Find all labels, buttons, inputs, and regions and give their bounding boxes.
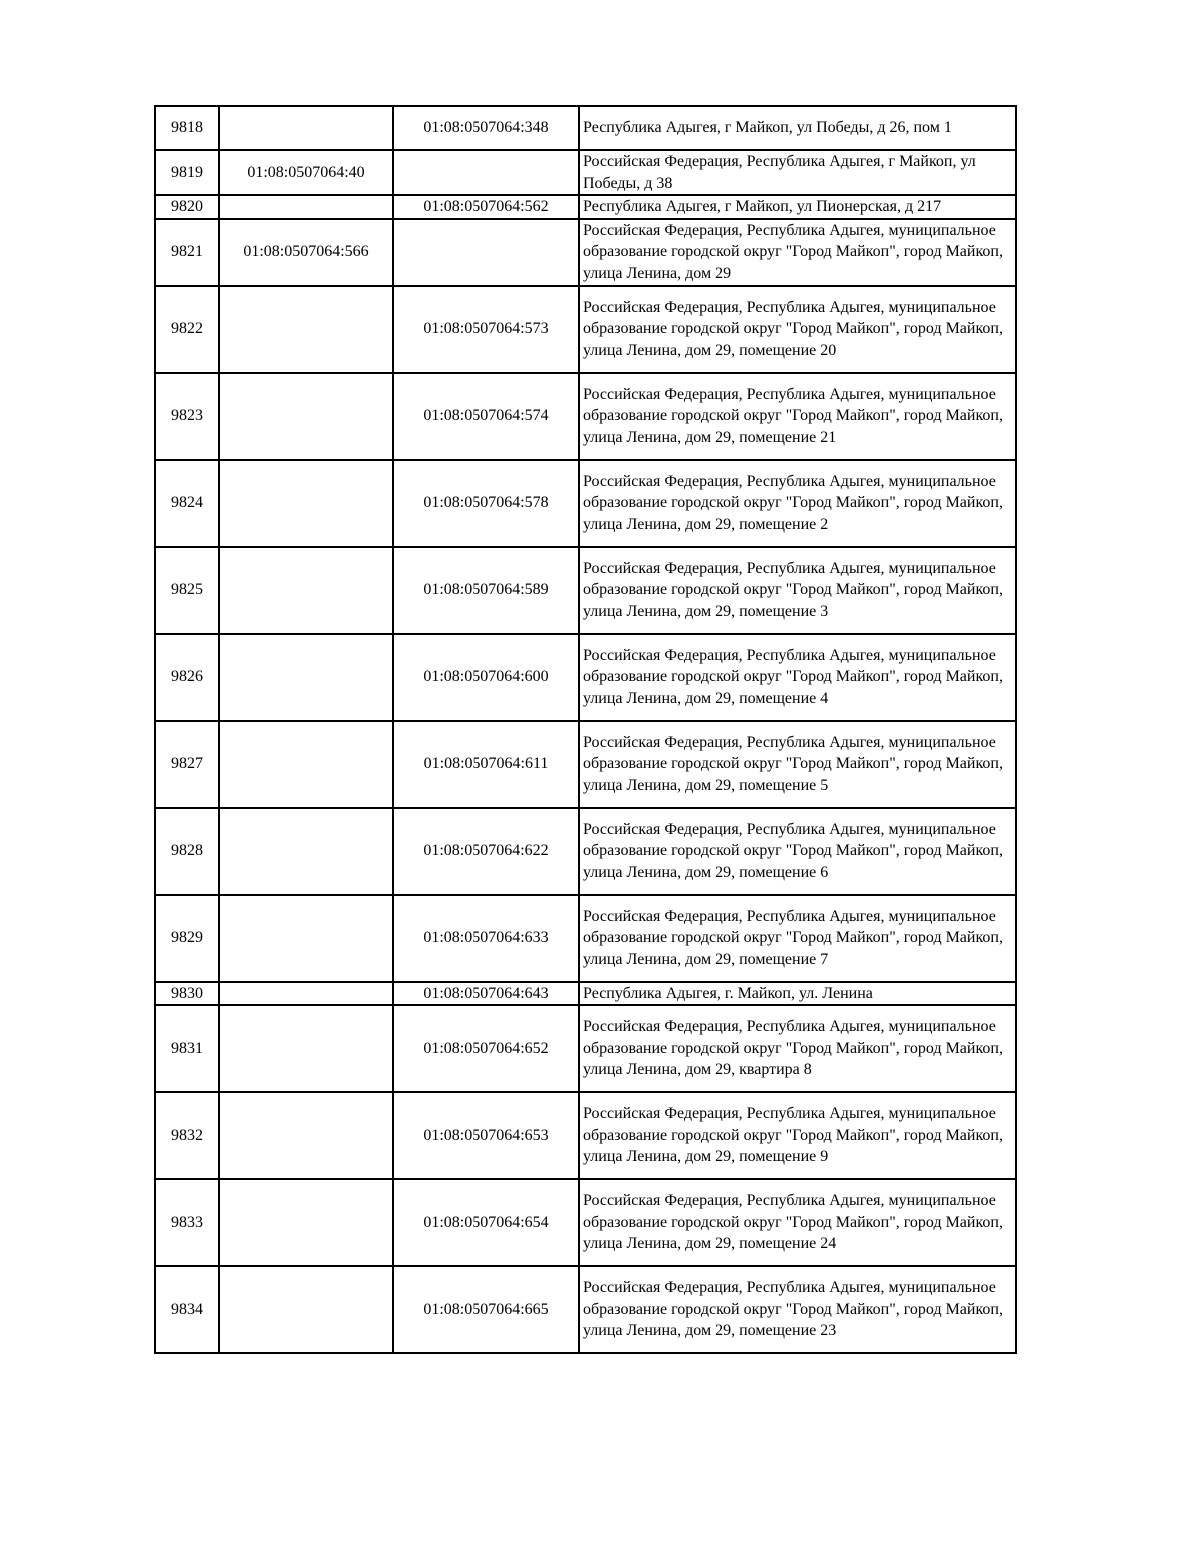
table-row [155,634,1016,721]
land-cadastral-number [219,1092,393,1179]
address-cell: Российская Федерация, Республика Адыгея, г Майкоп, ул Победы, д 38 [579,150,1016,195]
table-row [155,150,1016,195]
object-cadastral-number: 01:08:0507064:573 [393,286,579,373]
address-cell: Российская Федерация, Республика Адыгея, муниципальное образование городской округ "Город Майкоп", город Майкоп, улица Ленина, дом 29, помещение 4 [579,634,1016,721]
table-row [155,808,1016,895]
row-number: 9833 [155,1179,219,1266]
land-cadastral-number [219,195,393,219]
address-cell: Российская Федерация, Республика Адыгея, муниципальное образование городской округ "Город Майкоп", город Майкоп, улица Ленина, дом 29, помещение 9 [579,1092,1016,1179]
address-cell: Российская Федерация, Республика Адыгея, муниципальное образование городской округ "Город Майкоп", город Майкоп, улица Ленина, дом 29, помещение 6 [579,808,1016,895]
table-row [155,460,1016,547]
table-row [155,106,1016,150]
row-number: 9829 [155,895,219,982]
land-cadastral-number [219,460,393,547]
table-row [155,1005,1016,1092]
object-cadastral-number: 01:08:0507064:578 [393,460,579,547]
row-number: 9826 [155,634,219,721]
row-number: 9822 [155,286,219,373]
row-number: 9823 [155,373,219,460]
address-cell: Российская Федерация, Республика Адыгея, муниципальное образование городской округ "Город Майкоп", город Майкоп, улица Ленина, дом 29, помещение 7 [579,895,1016,982]
registry-table [154,105,1017,1354]
row-number: 9831 [155,1005,219,1092]
land-cadastral-number [219,1179,393,1266]
table-row [155,982,1016,1006]
land-cadastral-number [219,286,393,373]
object-cadastral-number [393,219,579,286]
row-number: 9825 [155,547,219,634]
row-number: 9832 [155,1092,219,1179]
address-cell: Республика Адыгея, г Майкоп, ул Пионерская, д 217 [579,195,1016,219]
object-cadastral-number: 01:08:0507064:665 [393,1266,579,1353]
row-number: 9820 [155,195,219,219]
table-row [155,195,1016,219]
row-number: 9828 [155,808,219,895]
object-cadastral-number: 01:08:0507064:643 [393,982,579,1006]
row-number: 9821 [155,219,219,286]
object-cadastral-number: 01:08:0507064:589 [393,547,579,634]
object-cadastral-number: 01:08:0507064:611 [393,721,579,808]
row-number: 9834 [155,1266,219,1353]
table-row [155,286,1016,373]
address-cell: Российская Федерация, Республика Адыгея, муниципальное образование городской округ "Город Майкоп", город Майкоп, улица Ленина, дом 29, помещение 20 [579,286,1016,373]
object-cadastral-number: 01:08:0507064:654 [393,1179,579,1266]
address-cell: Российская Федерация, Республика Адыгея, муниципальное образование городской округ "Город Майкоп", город Майкоп, улица Ленина, дом 29 [579,219,1016,286]
address-cell: Республика Адыгея, г Майкоп, ул Победы, д 26, пом 1 [579,106,1016,150]
table-row [155,1179,1016,1266]
address-cell: Российская Федерация, Республика Адыгея, муниципальное образование городской округ "Город Майкоп", город Майкоп, улица Ленина, дом 29, помещение 24 [579,1179,1016,1266]
address-cell: Российская Федерация, Республика Адыгея, муниципальное образование городской округ "Город Майкоп", город Майкоп, улица Ленина, дом 29, помещение 21 [579,373,1016,460]
object-cadastral-number: 01:08:0507064:653 [393,1092,579,1179]
row-number: 9818 [155,106,219,150]
land-cadastral-number [219,373,393,460]
table-row [155,895,1016,982]
land-cadastral-number [219,982,393,1006]
address-cell: Российская Федерация, Республика Адыгея, муниципальное образование городской округ "Город Майкоп", город Майкоп, улица Ленина, дом 29, квартира 8 [579,1005,1016,1092]
land-cadastral-number [219,634,393,721]
address-cell: Российская Федерация, Республика Адыгея, муниципальное образование городской округ "Город Майкоп", город Майкоп, улица Ленина, дом 29, помещение 5 [579,721,1016,808]
object-cadastral-number: 01:08:0507064:574 [393,373,579,460]
land-cadastral-number [219,1005,393,1092]
row-number: 9824 [155,460,219,547]
address-cell: Российская Федерация, Республика Адыгея, муниципальное образование городской округ "Город Майкоп", город Майкоп, улица Ленина, дом 29, помещение 23 [579,1266,1016,1353]
address-cell: Российская Федерация, Республика Адыгея, муниципальное образование городской округ "Город Майкоп", город Майкоп, улица Ленина, дом 29, помещение 2 [579,460,1016,547]
land-cadastral-number [219,721,393,808]
object-cadastral-number: 01:08:0507064:348 [393,106,579,150]
table-row [155,373,1016,460]
object-cadastral-number: 01:08:0507064:600 [393,634,579,721]
row-number: 9819 [155,150,219,195]
object-cadastral-number: 01:08:0507064:652 [393,1005,579,1092]
land-cadastral-number [219,1266,393,1353]
object-cadastral-number [393,150,579,195]
land-cadastral-number [219,808,393,895]
land-cadastral-number [219,547,393,634]
table-row [155,547,1016,634]
address-cell: Республика Адыгея, г. Майкоп, ул. Ленина [579,982,1016,1006]
table-row [155,1266,1016,1353]
address-cell: Российская Федерация, Республика Адыгея, муниципальное образование городской округ "Город Майкоп", город Майкоп, улица Ленина, дом 29, помещение 3 [579,547,1016,634]
row-number: 9827 [155,721,219,808]
land-cadastral-number [219,106,393,150]
land-cadastral-number: 01:08:0507064:566 [219,219,393,286]
table-row [155,721,1016,808]
table-row [155,1092,1016,1179]
land-cadastral-number: 01:08:0507064:40 [219,150,393,195]
row-number: 9830 [155,982,219,1006]
object-cadastral-number: 01:08:0507064:562 [393,195,579,219]
object-cadastral-number: 01:08:0507064:622 [393,808,579,895]
object-cadastral-number: 01:08:0507064:633 [393,895,579,982]
table-row [155,219,1016,286]
land-cadastral-number [219,895,393,982]
